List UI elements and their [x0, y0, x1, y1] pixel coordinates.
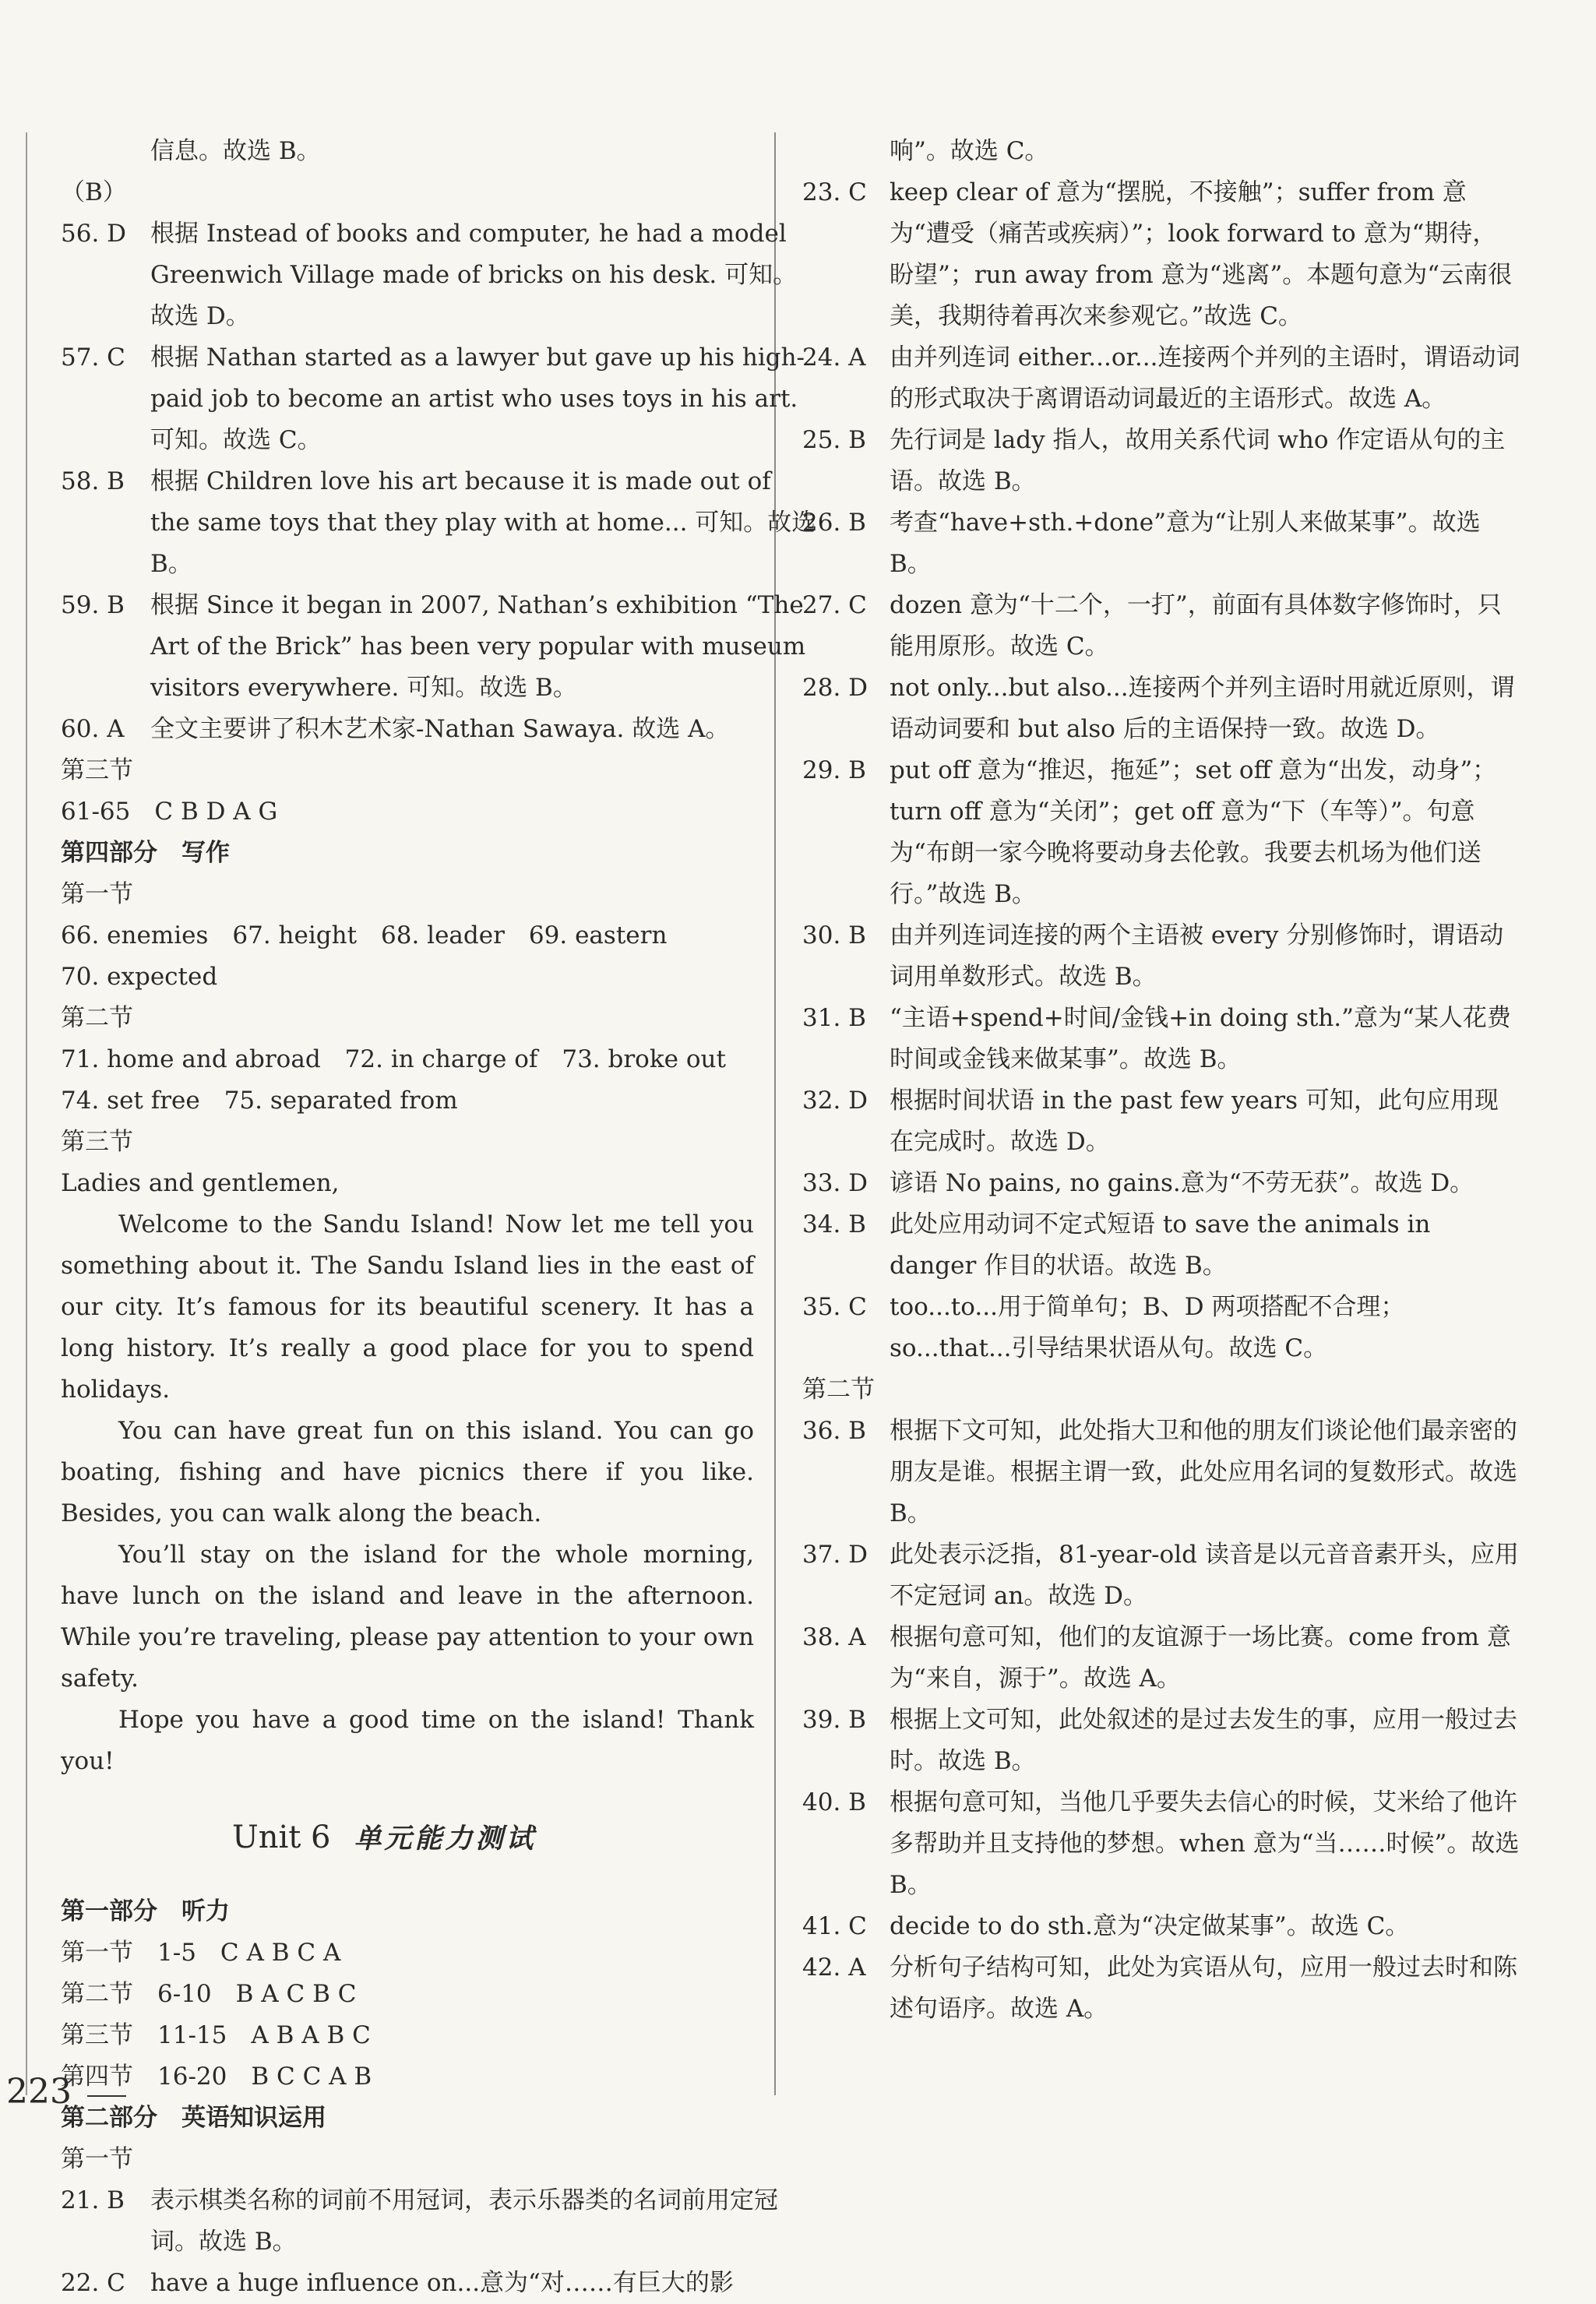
- unit-title-cn: 单元能力测试: [354, 1823, 537, 1855]
- answer-number: 29. B: [802, 756, 866, 784]
- text-line: 70. expected: [61, 963, 218, 991]
- text-line: 74. set free 75. separated from: [61, 1087, 458, 1115]
- text-line: （B）: [61, 178, 127, 206]
- text-line: 61-65 C B D A G: [61, 798, 278, 826]
- answer-number: 30. B: [802, 921, 866, 949]
- continued-text: 信息。故选 B。: [150, 137, 321, 165]
- section-heading: 第四部分 写作: [61, 839, 230, 867]
- answer-explanation: 表示棋类名称的词前不用冠词，表示乐器类的名词前用定冠词。故选 B。: [150, 2186, 778, 2256]
- text-line: 66. enemies 67. height 68. leader 69. eastern: [61, 921, 668, 949]
- answer-number: 22. C: [61, 2269, 125, 2297]
- answer-number: 36. B: [802, 1417, 866, 1445]
- unit-title-en: Unit 6: [232, 1820, 331, 1855]
- answer-explanation: 全文主要讲了积木艺术家-Nathan Sawaya. 故选 A。: [150, 715, 730, 743]
- answer-explanation: too...to...用于简单句；B、D 两项搭配不合理；so...that...引导结果状语从句。故选 C。: [890, 1293, 1405, 1362]
- answer-number: 31. B: [802, 1004, 866, 1032]
- answer-explanation: 根据句意可知，他们的友谊源于一场比赛。come from 意为“来自，源于”。故选 A。: [890, 1623, 1511, 1693]
- page-number: 223: [6, 2072, 72, 2112]
- answer-number: 27. C: [802, 591, 867, 619]
- page-number-dash: [87, 2095, 126, 2097]
- continued-text: 响”。故选 C。: [890, 137, 1049, 165]
- answer-explanation: 由并列连词 either...or...连接两个并列的主语时，谓语动词的形式取决于离谓语动词最近的主语形式。故选 A。: [890, 343, 1520, 413]
- answer-number: 25. B: [802, 426, 866, 454]
- answer-number: 58. B: [61, 467, 125, 495]
- answer-explanation: 根据上文可知，此处叙述的是过去发生的事，应用一般过去时。故选 B。: [890, 1706, 1517, 1775]
- answer-number: 56. D: [61, 220, 127, 248]
- text-line: 第一节: [61, 2145, 133, 2173]
- answer-number: 39. B: [802, 1706, 866, 1734]
- answer-explanation: 根据 Children love his art because it is made out of the same toys that they play with at home... 可知。故选 B。: [150, 467, 816, 578]
- answer-explanation: keep clear of 意为“摆脱，不接触”；suffer from 意为“遭受（痛苦或疾病）”；look forward to 意为“期待，盼望”；run away from 意为“逃离”。本题句意为“云南很美，我期待着再次来参观它。”故选 C。: [890, 178, 1513, 330]
- answer-explanation: 根据 Instead of books and computer, he had a model Greenwich Village made of bricks on his desk. 可知。故选 D。: [150, 220, 798, 330]
- answer-number: 37. D: [802, 1541, 868, 1569]
- answer-number: 35. C: [802, 1293, 867, 1321]
- answer-explanation: 由并列连词连接的两个主语被 every 分别修饰时，谓语动词用单数形式。故选 B。: [890, 921, 1504, 991]
- answer-explanation: 此处表示泛指，81-year-old 读音是以元音音素开头，应用不定冠词 an。故选 D。: [890, 1541, 1519, 1610]
- answer-explanation: 分析句子结构可知，此处为宾语从句，应用一般过去时和陈述句语序。故选 A。: [890, 1953, 1517, 2023]
- answer-number: 59. B: [61, 591, 125, 619]
- answer-explanation: not only...but also...连接两个并列主语时用就近原则，谓语动词要和 but also 后的主语保持一致。故选 D。: [890, 674, 1515, 743]
- answer-explanation: 考查“have+sth.+done”意为“让别人来做某事”。故选 B。: [890, 509, 1481, 578]
- answer-number: 38. A: [802, 1623, 866, 1651]
- text-line: 第二节: [802, 1376, 875, 1404]
- answer-number: 28. D: [802, 674, 868, 702]
- answer-number: 24. A: [802, 343, 866, 372]
- answer-explanation: 根据下文可知，此处指大卫和他的朋友们谈论他们最亲密的朋友是谁。根据主谓一致，此处应用名词的复数形式。故选 B。: [890, 1417, 1517, 1527]
- text-line: Ladies and gentlemen,: [61, 1169, 340, 1197]
- answer-explanation: 根据 Since it began in 2007, Nathan’s exhibition “The Art of the Brick” has been very popular with museum visitors everywhere. 可知。故选 B。: [150, 591, 806, 702]
- essay-paragraph: You can have great fun on this island. You can go boating, fishing and have picnics there if you like. Besides, you can walk along the beach.: [61, 1417, 754, 1527]
- text-line: 第三节 11-15 A B A B C: [61, 2021, 371, 2049]
- answer-number: 21. B: [61, 2186, 125, 2214]
- text-line: 第四节 16-20 B C C A B: [61, 2063, 372, 2091]
- answer-number: 60. A: [61, 715, 125, 743]
- unit-title: [232, 1817, 537, 1860]
- text-line: 第二节 6-10 B A C B C: [61, 1980, 357, 2008]
- essay-paragraph: Hope you have a good time on the island! Thank you!: [61, 1706, 754, 1775]
- text-line: 71. home and abroad 72. in charge of 73. broke out: [61, 1045, 726, 1073]
- answer-explanation: have a huge influence on...意为“对……有巨大的影: [150, 2269, 734, 2297]
- answer-explanation: 此处应用动词不定式短语 to save the animals in danger 作目的状语。故选 B。: [890, 1210, 1431, 1280]
- essay-paragraph: You’ll stay on the island for the whole morning, have lunch on the island and leave in the afternoon. While you’re traveling, please pay attention to your own safety.: [61, 1541, 754, 1693]
- answer-number: 41. C: [802, 1912, 867, 1940]
- answer-explanation: 根据 Nathan started as a lawyer but gave up his high-paid job to become an artist who uses toys in his art. 可知。故选 C。: [150, 343, 805, 454]
- answer-explanation: dozen 意为“十二个，一打”，前面有具体数字修饰时，只能用原形。故选 C。: [890, 591, 1502, 661]
- answer-number: 33. D: [802, 1169, 868, 1197]
- binding-edge-line: [26, 132, 27, 2095]
- text-line: 第一节 1-5 C A B C A: [61, 1939, 341, 1967]
- answer-number: 40. B: [802, 1788, 866, 1816]
- answer-explanation: 根据句意可知，当他几乎要失去信心的时候，艾米给了他许多帮助并且支持他的梦想。when 意为“当……时候”。故选 B。: [890, 1788, 1520, 1899]
- answer-number: 32. D: [802, 1087, 868, 1115]
- text-line: 第二节: [61, 1004, 133, 1032]
- section-heading: 第一部分 听力: [61, 1897, 230, 1925]
- answer-number: 57. C: [61, 343, 125, 372]
- answer-explanation: decide to do sth.意为“决定做某事”。故选 C。: [890, 1912, 1410, 1940]
- answer-number: 26. B: [802, 509, 866, 537]
- answer-number: 23. C: [802, 178, 867, 206]
- essay-paragraph: Welcome to the Sandu Island! Now let me tell you something about it. The Sandu Island lies in the east of our city. It’s famous for its beautiful scenery. It has a long history. It’s really a good place for you to spend holidays.: [61, 1210, 754, 1404]
- text-line: 第三节: [61, 756, 133, 784]
- answer-explanation: 根据时间状语 in the past few years 可知，此句应用现在完成时。故选 D。: [890, 1087, 1499, 1156]
- text-line: 第一节: [61, 880, 133, 908]
- answer-explanation: “主语+spend+时间/金钱+in doing sth.”意为“某人花费时间或金钱来做某事”。故选 B。: [890, 1004, 1511, 1073]
- answer-number: 42. A: [802, 1953, 866, 1982]
- answer-explanation: put off 意为“推迟，拖延”；set off 意为“出发，动身”；turn off 意为“关闭”；get off 意为“下（车等）”。句意为“布朗一家今晚将要动身去伦敦。我要去机场为他们送行。”故选 B。: [890, 756, 1497, 908]
- text-line: 第三节: [61, 1128, 133, 1156]
- answer-number: 34. B: [802, 1210, 866, 1238]
- section-heading: 第二部分 英语知识运用: [61, 2104, 326, 2132]
- answer-explanation: 谚语 No pains, no gains.意为“不劳无获”。故选 D。: [890, 1169, 1474, 1197]
- answer-explanation: 先行词是 lady 指人，故用关系代词 who 作定语从句的主语。故选 B。: [890, 426, 1506, 495]
